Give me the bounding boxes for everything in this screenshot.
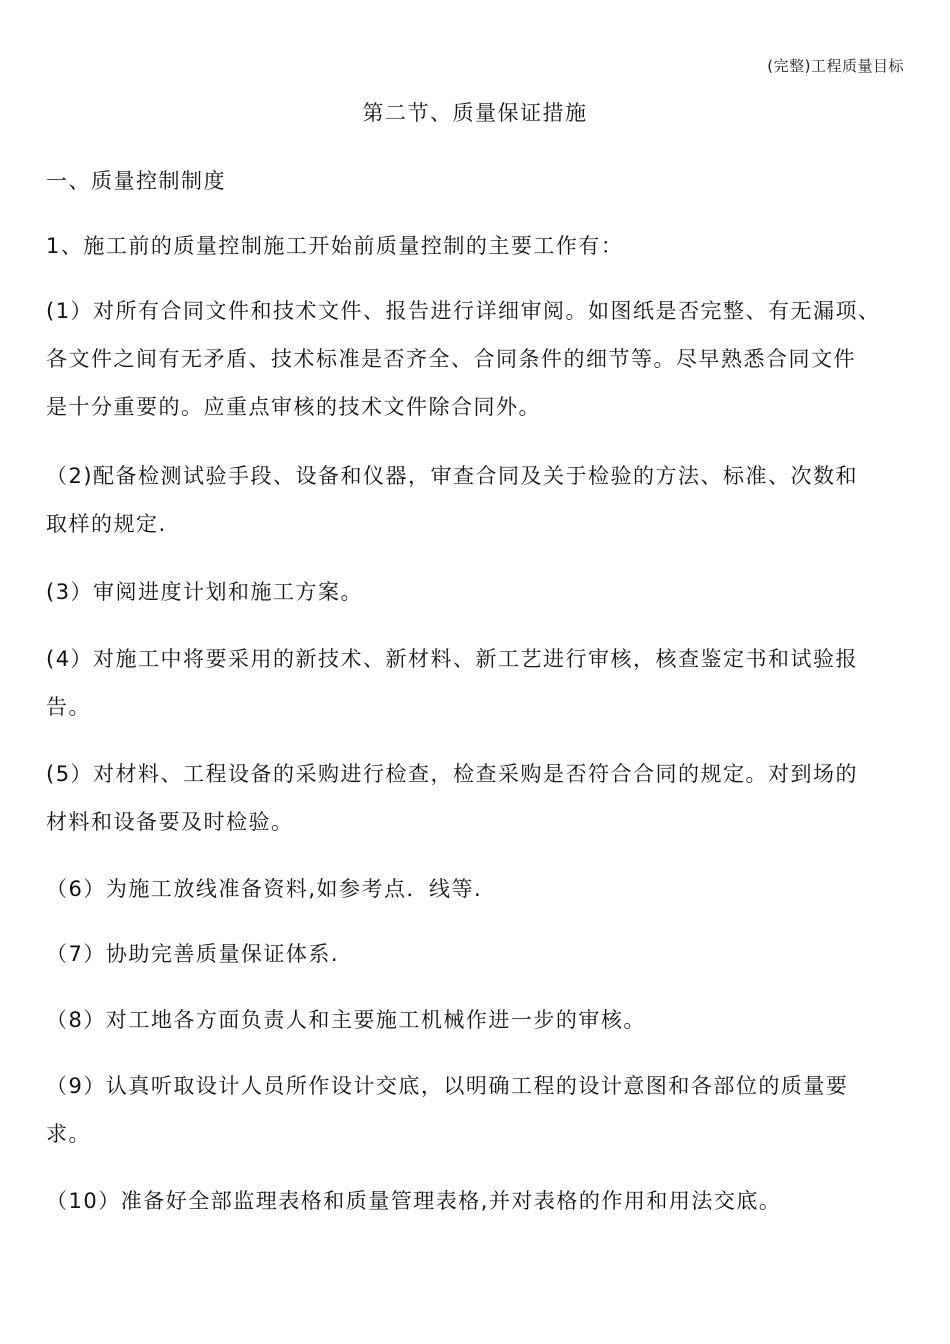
paragraph-line: 告。 <box>46 695 91 719</box>
section-heading-text: 一、质量控制制度 <box>46 169 226 193</box>
intro-text: 1、施工前的质量控制施工开始前质量控制的主要工作有： <box>46 234 624 258</box>
section-heading <box>46 157 908 205</box>
paragraph-item-5 <box>46 750 908 846</box>
intro-paragraph <box>46 222 908 270</box>
paragraph-line: （2)配备检测试验手段、设备和仪器，审查合同及关于检验的方法、标准、次数和 <box>46 464 859 488</box>
paragraph-item-8 <box>46 996 908 1044</box>
paragraph-item-4 <box>46 635 908 731</box>
paragraph-line: (4）对施工中将要采用的新技术、新材料、新工艺进行审核，核查鉴定书和试验报 <box>46 647 859 671</box>
paragraph-item-7 <box>46 930 908 978</box>
paragraph-line: (1）对所有合同文件和技术文件、报告进行详细审阅。如图纸是否完整、有无漏项、 <box>46 299 881 323</box>
paragraph-line: 取样的规定. <box>46 512 167 536</box>
paragraph-line: (3）审阅进度计划和施工方案。 <box>46 580 364 604</box>
paragraph-item-9 <box>46 1062 908 1158</box>
paragraph-item-10 <box>46 1177 908 1225</box>
paragraph-line: 是十分重要的。应重点审核的技术文件除合同外。 <box>46 395 541 419</box>
paragraph-item-6 <box>46 865 908 913</box>
paragraph-line: (5）对材料、工程设备的采购进行检查，检查采购是否符合合同的规定。对到场的 <box>46 762 859 786</box>
paragraph-item-3 <box>46 568 908 616</box>
paragraph-line: 各文件之间有无矛盾、技术标准是否齐全、合同条件的细节等。尽早熟悉合同文件 <box>46 347 856 371</box>
paragraph-line: （7）协助完善质量保证体系. <box>46 942 340 966</box>
paragraph-item-2 <box>46 452 908 548</box>
paragraph-line: （8）对工地各方面负责人和主要施工机械作进一步的审核。 <box>46 1008 646 1032</box>
paragraph-line: （6）为施工放线准备资料,如参考点．线等. <box>46 877 483 901</box>
running-header: (完整)工程质量目标 <box>767 57 904 75</box>
paragraph-line: （9）认真听取设计人员所作设计交底，以明确工程的设计意图和各部位的质量要 <box>46 1074 849 1098</box>
paragraph-line: 求。 <box>46 1122 91 1146</box>
page-title: 第二节、质量保证措施 <box>362 101 588 125</box>
paragraph-item-1 <box>46 287 908 431</box>
paragraph-line: （10）准备好全部监理表格和质量管理表格,并对表格的作用和用法交底。 <box>46 1189 782 1213</box>
paragraph-line: 材料和设备要及时检验。 <box>46 810 294 834</box>
